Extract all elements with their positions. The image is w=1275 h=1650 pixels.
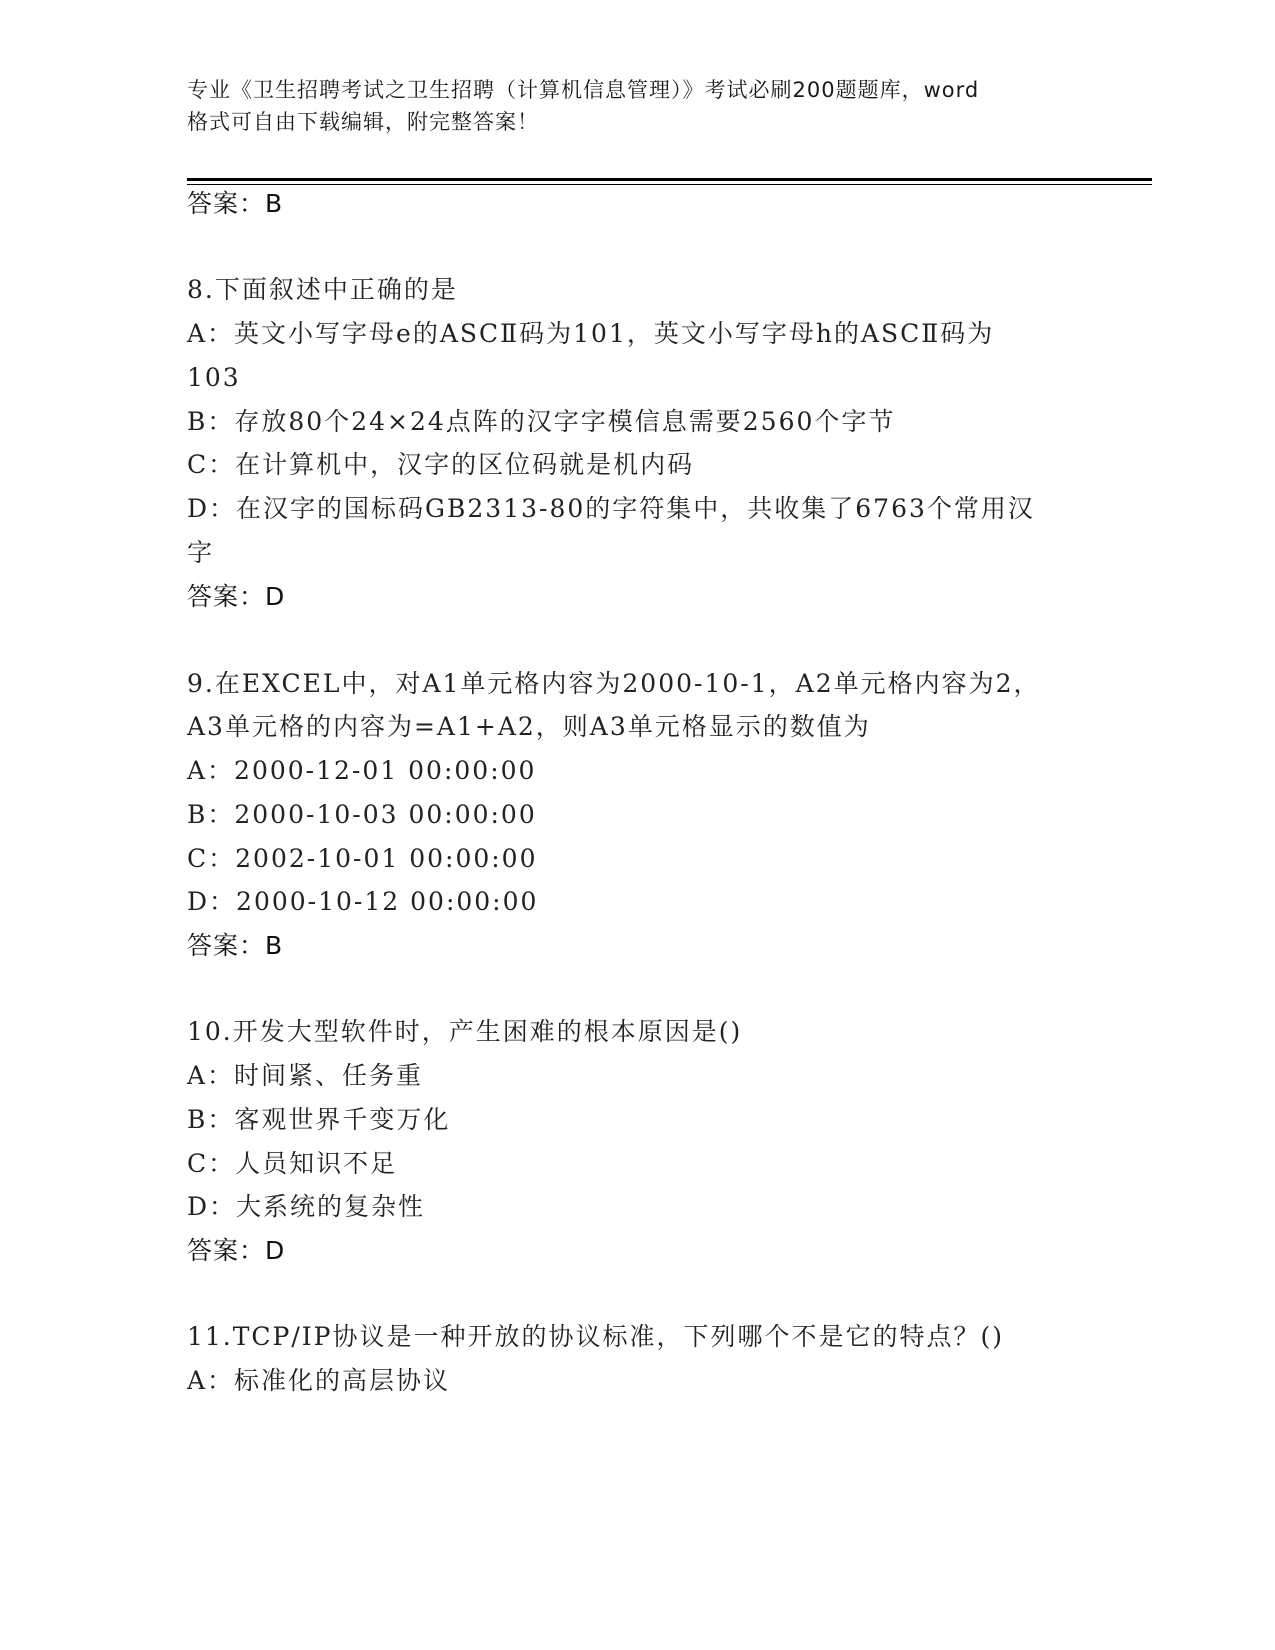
question-8-option-a-line-1: A：英文小写字母e的ASCⅡ码为101，英文小写字母h的ASCⅡ码为 xyxy=(187,319,995,348)
question-9-text-line-2: A3单元格的内容为=A1+A2，则A3单元格显示的数值为 xyxy=(187,712,871,741)
question-9-option-a: A：2000-12-01 00:00:00 xyxy=(187,756,537,785)
question-8-text: 8.下面叙述中正确的是 xyxy=(187,275,458,304)
question-8-option-c: C：在计算机中，汉字的区位码就是机内码 xyxy=(187,450,695,479)
document-header xyxy=(187,74,1087,138)
question-10-option-b: B：客观世界千变万化 xyxy=(187,1105,451,1134)
question-10-option-d: D：大系统的复杂性 xyxy=(187,1192,426,1221)
question-8-option-d-line-2: 字 xyxy=(187,538,215,567)
question-8-option-d-line-1: D：在汉字的国标码GB2313-80的字符集中，共收集了6763个常用汉 xyxy=(187,494,1035,523)
question-9-option-d: D：2000-10-12 00:00:00 xyxy=(187,887,539,916)
header-divider-thin xyxy=(187,184,1152,185)
header-divider-thick xyxy=(187,178,1152,181)
question-9-option-c: C：2002-10-01 00:00:00 xyxy=(187,844,538,873)
question-8-answer: 答案：D xyxy=(187,582,286,611)
header-line-2: 格式可自由下载编辑，附完整答案！ xyxy=(187,110,539,134)
question-11-option-a: A：标准化的高层协议 xyxy=(187,1366,451,1395)
question-8-option-b: B：存放80个24×24点阵的汉字字模信息需要2560个字节 xyxy=(187,407,896,436)
question-10-option-a: A：时间紧、任务重 xyxy=(187,1061,424,1090)
question-8-option-a-line-2: 103 xyxy=(187,363,241,392)
header-line-1: 专业《卫生招聘考试之卫生招聘（计算机信息管理）》考试必刷200题题库，word xyxy=(187,78,980,102)
question-10-text: 10.开发大型软件时，产生困难的根本原因是() xyxy=(187,1017,743,1046)
previous-answer: 答案：B xyxy=(187,189,284,218)
question-10-answer: 答案：D xyxy=(187,1236,286,1265)
question-9-text-line-1: 9.在EXCEL中，对A1单元格内容为2000-10-1，A2单元格内容为2， xyxy=(187,669,1041,698)
question-10-option-c: C：人员知识不足 xyxy=(187,1149,398,1178)
question-9-answer: 答案：B xyxy=(187,931,284,960)
question-9-option-b: B：2000-10-03 00:00:00 xyxy=(187,800,537,829)
question-11-text: 11.TCP/IP协议是一种开放的协议标准，下列哪个不是它的特点？() xyxy=(187,1322,1005,1351)
